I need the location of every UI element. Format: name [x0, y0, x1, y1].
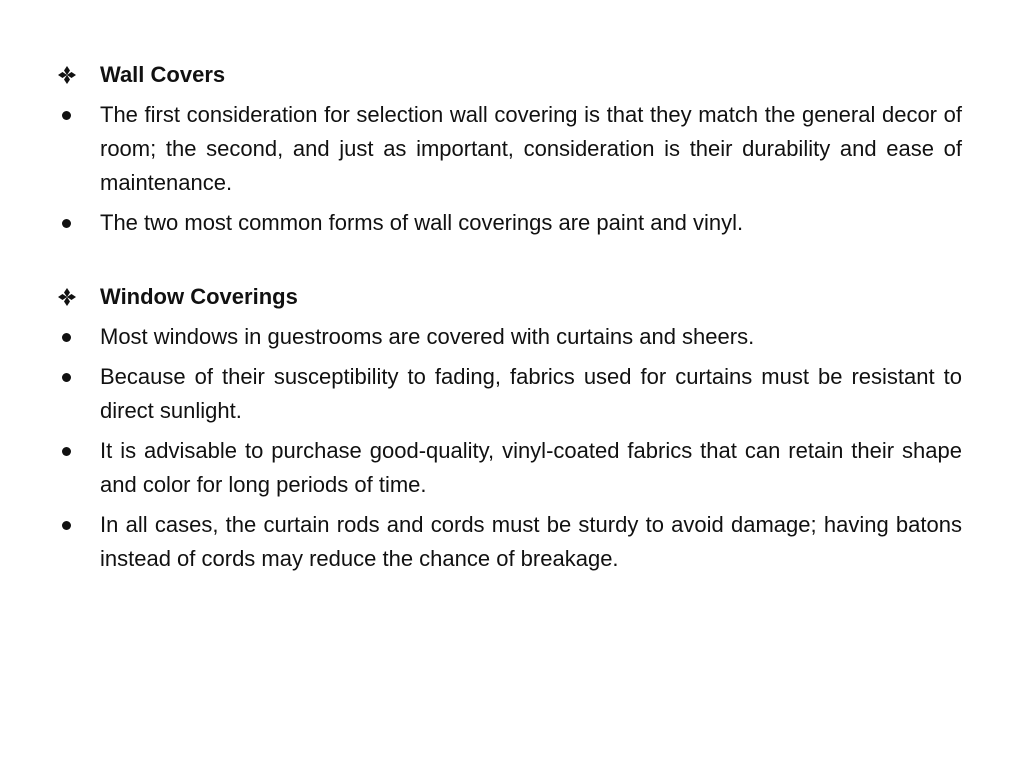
section-heading-row	[58, 58, 962, 92]
list-item	[58, 434, 962, 502]
list-item	[58, 206, 962, 240]
list-item	[58, 360, 962, 428]
bullet-dot-icon	[58, 434, 88, 468]
list-item	[58, 320, 962, 354]
list-item	[58, 98, 962, 200]
list-item-text: The two most common forms of wall coverings are paint and vinyl.	[100, 210, 744, 235]
bullet-dot-icon	[58, 508, 88, 542]
section-heading: Window Coverings	[100, 284, 298, 309]
bullet-dot-icon	[58, 206, 88, 240]
list-item-text: Most windows in guestrooms are covered with curtains and sheers.	[100, 324, 755, 349]
section-wall-covers	[58, 58, 962, 240]
four-diamond-icon	[58, 58, 88, 92]
list-item-text: Because of their susceptibility to fading, fabrics used for curtains must be resistant to direct sunlight.	[100, 364, 962, 423]
list-item-text: The first consideration for selection wall covering is that they match the general decor of room; the second, and just as important, consideration is their durability and ease of maintenance.	[100, 102, 962, 195]
four-diamond-icon	[58, 280, 88, 314]
bullet-dot-icon	[58, 360, 88, 394]
slide-content	[58, 58, 962, 582]
list-item	[58, 508, 962, 576]
list-item-text: In all cases, the curtain rods and cords must be sturdy to avoid damage; having batons instead of cords may reduce the chance of breakage.	[100, 512, 962, 571]
section-window-coverings	[58, 280, 962, 576]
list-item-text: It is advisable to purchase good-quality, vinyl-coated fabrics that can retain their shape and color for long periods of time.	[100, 438, 962, 497]
bullet-dot-icon	[58, 98, 88, 132]
bullet-dot-icon	[58, 320, 88, 354]
section-heading-row	[58, 280, 962, 314]
section-heading: Wall Covers	[100, 62, 226, 87]
